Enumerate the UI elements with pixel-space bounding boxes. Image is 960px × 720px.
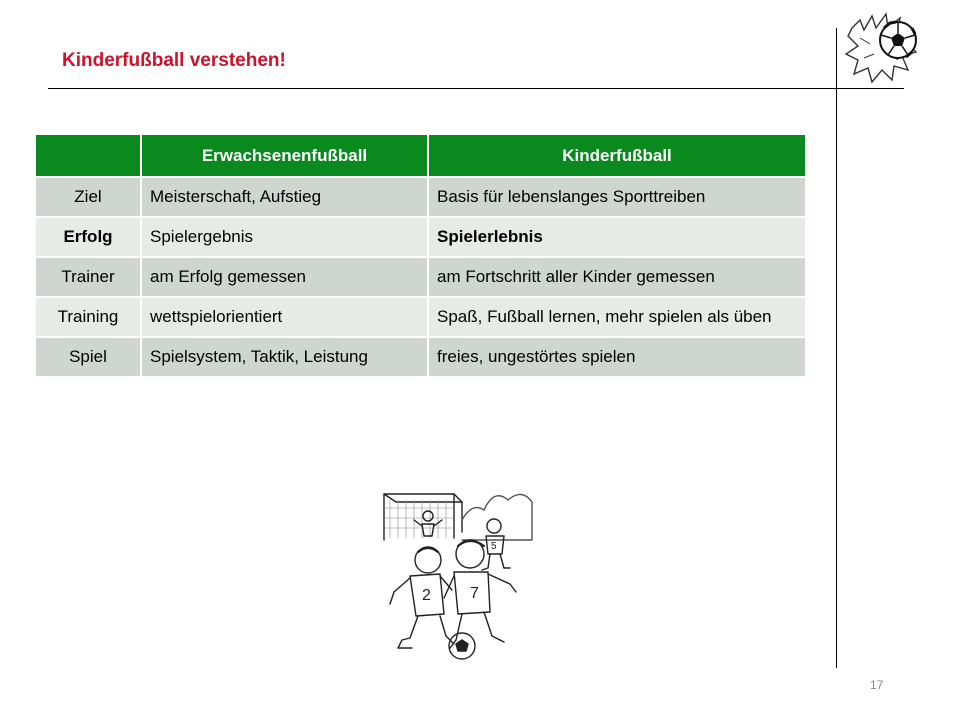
page-number: 17 bbox=[870, 678, 884, 692]
table-row bbox=[35, 177, 806, 217]
header-kids-football: Kinderfußball bbox=[428, 134, 806, 177]
row-label: Spiel bbox=[35, 337, 141, 377]
row-label: Trainer bbox=[35, 257, 141, 297]
kids-cell: Basis für lebenslanges Sporttreiben bbox=[428, 177, 806, 217]
kids-cell: freies, ungestörtes spielen bbox=[428, 337, 806, 377]
table-row bbox=[35, 297, 806, 337]
header-adult-football: Erwachsenenfußball bbox=[141, 134, 428, 177]
vertical-divider bbox=[836, 28, 837, 668]
title-divider bbox=[48, 88, 904, 89]
adult-cell: Spielsystem, Taktik, Leistung bbox=[141, 337, 428, 377]
kids-playing-soccer-illustration bbox=[376, 480, 536, 665]
table-row bbox=[35, 257, 806, 297]
row-label: Ziel bbox=[35, 177, 141, 217]
adult-cell: Spielergebnis bbox=[141, 217, 428, 257]
kids-cell: Spielerlebnis bbox=[428, 217, 806, 257]
table-row bbox=[35, 217, 806, 257]
svg-text:5: 5 bbox=[491, 541, 497, 552]
table-header-row bbox=[35, 134, 806, 177]
svg-text:2: 2 bbox=[422, 587, 431, 604]
kids-cell: am Fortschritt aller Kinder gemessen bbox=[428, 257, 806, 297]
row-label: Erfolg bbox=[35, 217, 141, 257]
header-empty-cell bbox=[35, 134, 141, 177]
comparison-table bbox=[34, 133, 807, 378]
row-label: Training bbox=[35, 297, 141, 337]
adult-cell: am Erfolg gemessen bbox=[141, 257, 428, 297]
soccer-ball-logo-icon bbox=[842, 8, 922, 88]
slide-title: Kinderfußball verstehen! bbox=[62, 50, 286, 71]
kids-cell: Spaß, Fußball lernen, mehr spielen als üben bbox=[428, 297, 806, 337]
table-row bbox=[35, 337, 806, 377]
svg-text:7: 7 bbox=[470, 585, 479, 602]
adult-cell: wettspielorientiert bbox=[141, 297, 428, 337]
adult-cell: Meisterschaft, Aufstieg bbox=[141, 177, 428, 217]
